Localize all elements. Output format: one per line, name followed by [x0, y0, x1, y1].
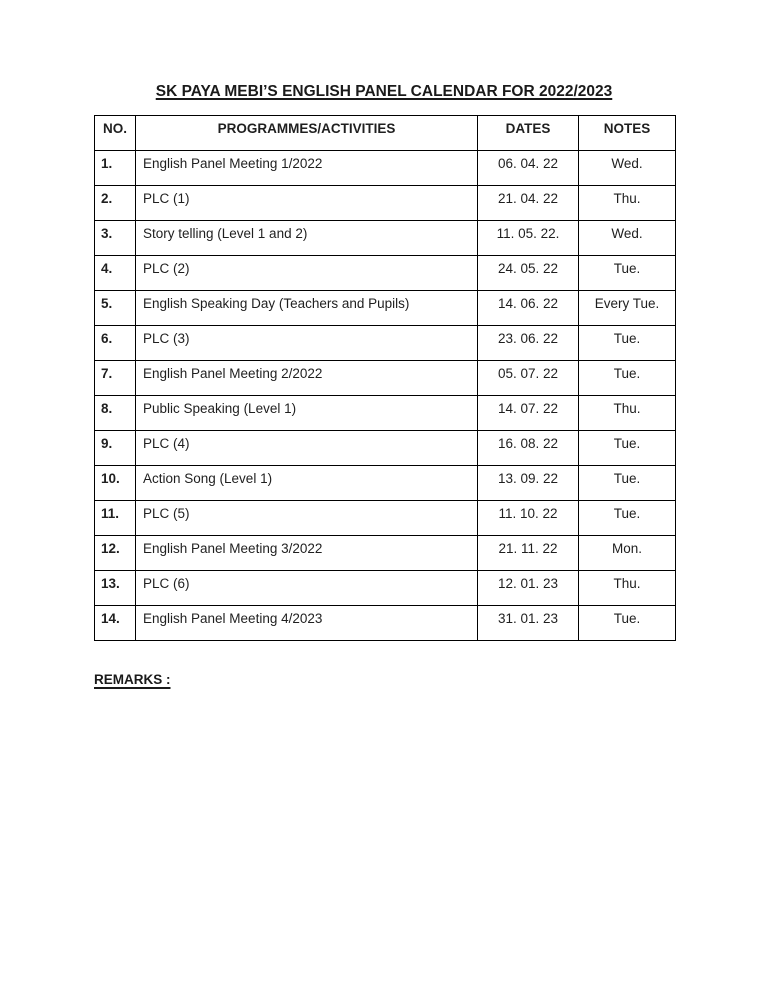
- cell-no: 6.: [95, 326, 136, 361]
- cell-no: 9.: [95, 431, 136, 466]
- cell-no: 11.: [95, 501, 136, 536]
- cell-note: Tue.: [579, 326, 676, 361]
- column-header-activity: PROGRAMMES/ACTIVITIES: [136, 116, 478, 151]
- cell-date: 16. 08. 22: [478, 431, 579, 466]
- cell-date: 06. 04. 22: [478, 151, 579, 186]
- cell-date: 31. 01. 23: [478, 606, 579, 641]
- cell-date: 13. 09. 22: [478, 466, 579, 501]
- table-row: [95, 186, 676, 221]
- cell-activity: Action Song (Level 1): [136, 466, 478, 501]
- cell-note: Tue.: [579, 361, 676, 396]
- calendar-table-body: [95, 151, 676, 641]
- cell-note: Tue.: [579, 501, 676, 536]
- cell-no: 13.: [95, 571, 136, 606]
- cell-activity: PLC (1): [136, 186, 478, 221]
- cell-activity: PLC (5): [136, 501, 478, 536]
- cell-no: 7.: [95, 361, 136, 396]
- cell-no: 3.: [95, 221, 136, 256]
- cell-note: Tue.: [579, 431, 676, 466]
- table-row: [95, 431, 676, 466]
- cell-no: 10.: [95, 466, 136, 501]
- cell-note: Tue.: [579, 256, 676, 291]
- table-row: [95, 361, 676, 396]
- cell-activity: English Panel Meeting 1/2022: [136, 151, 478, 186]
- cell-note: Tue.: [579, 466, 676, 501]
- cell-activity: Story telling (Level 1 and 2): [136, 221, 478, 256]
- cell-no: 8.: [95, 396, 136, 431]
- table-row: [95, 606, 676, 641]
- cell-date: 05. 07. 22: [478, 361, 579, 396]
- cell-no: 2.: [95, 186, 136, 221]
- table-row: [95, 396, 676, 431]
- remarks-label: [94, 672, 768, 687]
- cell-date: 14. 06. 22: [478, 291, 579, 326]
- cell-date: 14. 07. 22: [478, 396, 579, 431]
- cell-date: 21. 11. 22: [478, 536, 579, 571]
- cell-activity: English Speaking Day (Teachers and Pupils): [136, 291, 478, 326]
- cell-note: Wed.: [579, 151, 676, 186]
- cell-note: Thu.: [579, 571, 676, 606]
- cell-date: 24. 05. 22: [478, 256, 579, 291]
- cell-activity: PLC (4): [136, 431, 478, 466]
- cell-no: 4.: [95, 256, 136, 291]
- table-row: [95, 151, 676, 186]
- page-title: [0, 0, 768, 101]
- cell-note: Every Tue.: [579, 291, 676, 326]
- table-row: [95, 501, 676, 536]
- cell-activity: PLC (2): [136, 256, 478, 291]
- column-header-no: NO.: [95, 116, 136, 151]
- cell-activity: English Panel Meeting 3/2022: [136, 536, 478, 571]
- cell-no: 1.: [95, 151, 136, 186]
- cell-date: 11. 10. 22: [478, 501, 579, 536]
- header-row: [95, 116, 676, 151]
- cell-date: 23. 06. 22: [478, 326, 579, 361]
- table-row: [95, 256, 676, 291]
- column-header-note: NOTES: [579, 116, 676, 151]
- table-row: [95, 466, 676, 501]
- calendar-table-header: [95, 116, 676, 151]
- cell-note: Tue.: [579, 606, 676, 641]
- cell-note: Mon.: [579, 536, 676, 571]
- page-title-text: SK PAYA MEBI’S ENGLISH PANEL CALENDAR FOR 2022/2023: [155, 83, 613, 100]
- column-header-date: DATES: [478, 116, 579, 151]
- remarks-label-text: REMARKS :: [94, 672, 171, 687]
- table-row: [95, 536, 676, 571]
- cell-note: Thu.: [579, 186, 676, 221]
- cell-date: 12. 01. 23: [478, 571, 579, 606]
- calendar-table: [94, 115, 676, 641]
- cell-note: Wed.: [579, 221, 676, 256]
- cell-activity: PLC (3): [136, 326, 478, 361]
- cell-activity: English Panel Meeting 2/2022: [136, 361, 478, 396]
- table-row: [95, 326, 676, 361]
- table-row: [95, 291, 676, 326]
- cell-no: 14.: [95, 606, 136, 641]
- table-row: [95, 221, 676, 256]
- cell-date: 11. 05. 22.: [478, 221, 579, 256]
- cell-no: 5.: [95, 291, 136, 326]
- table-row: [95, 571, 676, 606]
- cell-activity: Public Speaking (Level 1): [136, 396, 478, 431]
- cell-no: 12.: [95, 536, 136, 571]
- cell-activity: PLC (6): [136, 571, 478, 606]
- cell-note: Thu.: [579, 396, 676, 431]
- cell-activity: English Panel Meeting 4/2023: [136, 606, 478, 641]
- cell-date: 21. 04. 22: [478, 186, 579, 221]
